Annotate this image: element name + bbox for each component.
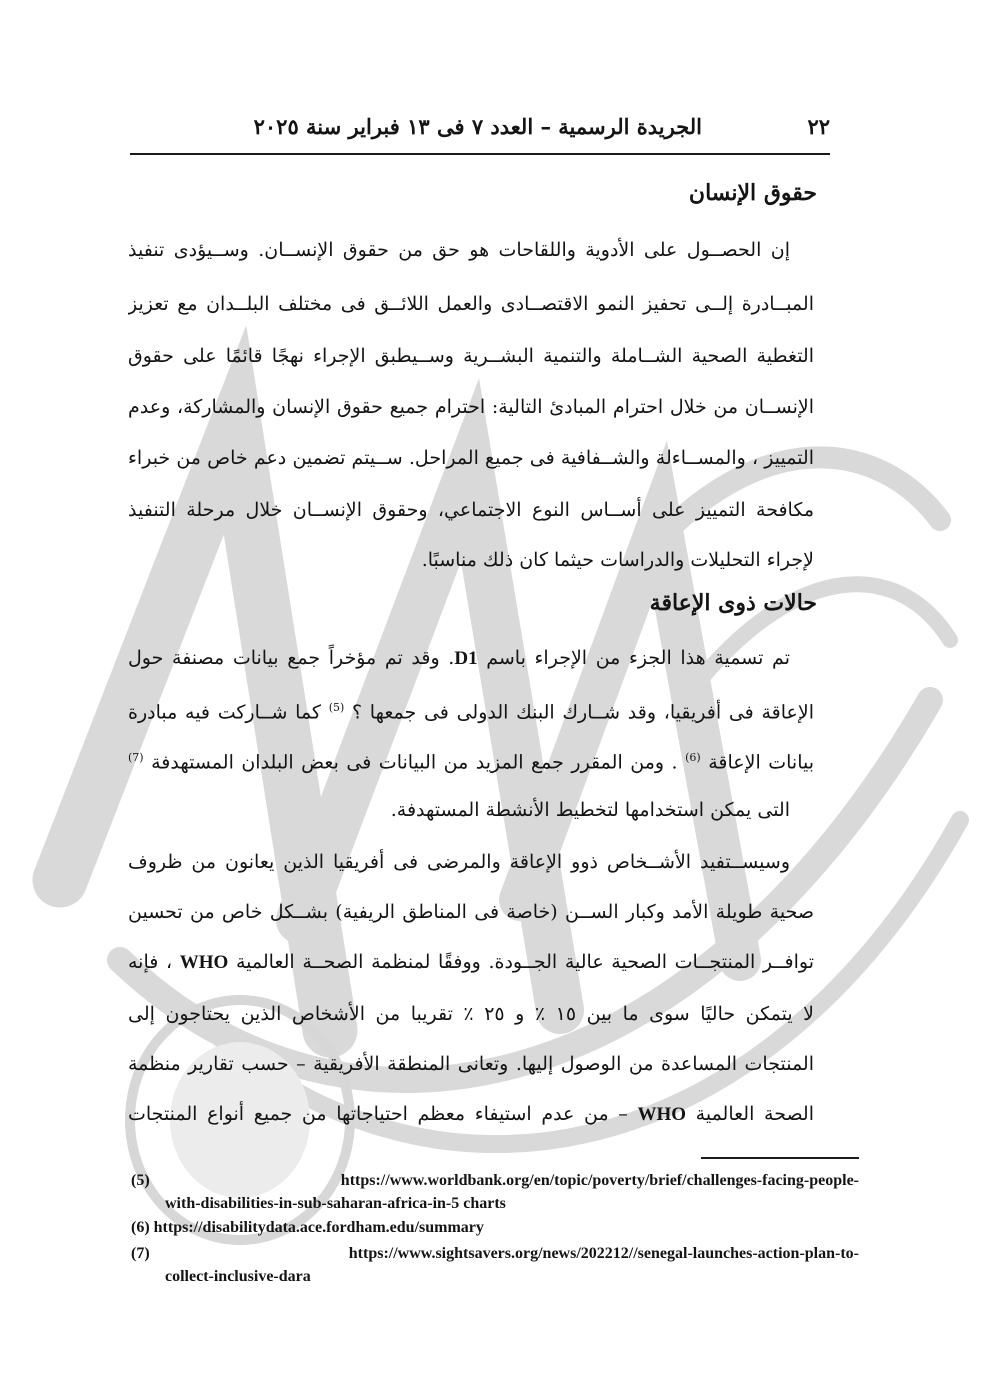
paragraph-line: التمييز ، والمســاءلة والشــفافية فى جميع المراحل. ســيتم تضمين دعم خاص من خبراء <box>128 447 814 469</box>
gazette-title: الجريدة الرسمية – العدد ٧ فى ١٣ فبراير سنة ٢٠٢٥ <box>253 114 702 139</box>
footnote-ref: (5) <box>328 701 345 714</box>
action-code: D1 <box>454 648 478 669</box>
org-code: WHO <box>179 952 229 973</box>
paragraph-line: بيانات الإعاقة $^{(6)}$ . ومن المقرر جمع المزيد من البيانات فى بعض البلدان المستهدفة $^{(7)}$ <box>128 751 814 774</box>
paragraph-line: المبــادرة إلــى تحفيز النمو الاقتصــادى والعمل اللائــق فى مختلف البلــدان مع تعزيز <box>128 293 814 315</box>
heading-human-rights: حقوق الإنسان <box>688 180 817 206</box>
paragraph-line: لإجراء التحليلات والدراسات حيثما كان ذلك مناسبًا. <box>421 549 814 571</box>
paragraph-line: تم تسمية هذا الجزء من الإجراء باسم D1. وقد تم مؤخراً جمع بيانات مصنفة حول <box>128 647 790 669</box>
footnote-link[interactable]: https://www.sightsavers.org/news/202212//senegal-launches-action-plan-to- <box>348 1245 859 1262</box>
paragraph-line: توافــر المنتجــات الصحية عالية الجــودة. ووفقًا لمنظمة الصحــة العالمية WHO ، فإنه <box>128 951 814 973</box>
paragraph-line: الصحة العالمية WHO – من عدم استيفاء معظم احتياجاتها من جميع أنواع المنتجات <box>128 1103 814 1125</box>
footnote-link[interactable]: https://www.worldbank.org/en/topic/poverty/brief/challenges-facing-people- <box>340 1172 859 1189</box>
footnote-7-cont[interactable]: collect-inclusive-dara <box>165 1268 311 1285</box>
footnote-ref: (7) <box>128 751 144 764</box>
footnote-rule <box>701 1157 859 1159</box>
paragraph-line: مكافحة التمييز على أســاس النوع الاجتماعي، وحقوق الإنســان خلال مرحلة التنفيذ <box>128 499 814 521</box>
footnote-6[interactable]: (6) https://disabilitydata.ace.fordham.edu/summary <box>131 1219 484 1236</box>
paragraph-line: صحية طويلة الأمد وكبار الســن (خاصة فى المناطق الريفية) بشــكل خاص من تحسين <box>128 901 814 923</box>
page-number: ٢٢ <box>807 114 830 139</box>
paragraph-line: إن الحصــول على الأدوية واللقاحات هو حق من حقوق الإنســان. وســيؤدى تنفيذ <box>128 239 790 261</box>
footnote-ref: (6) <box>685 751 701 764</box>
org-code: WHO <box>637 1104 687 1125</box>
footnote-5-cont[interactable]: with-disabilities-in-sub-saharan-africa-in-5 charts <box>165 1195 506 1212</box>
header-rule <box>130 153 830 155</box>
footnote-5: (5) https://www.worldbank.org/en/topic/poverty/brief/challenges-facing-people- <box>131 1172 859 1189</box>
paragraph-line: التغطية الصحية الشــاملة والتنمية البشــرية وســيطبق الإجراء نهجًا قائمًا على حقوق <box>128 345 814 367</box>
footnote-7: (7) https://www.sightsavers.org/news/202212//senegal-launches-action-plan-to- <box>131 1245 859 1262</box>
paragraph-line: التى يمكن استخدامها لتخطيط الأنشطة المستهدفة. <box>390 799 790 821</box>
paragraph-line: لا يتمكن حاليًا سوى ما بين ١٥ ٪ و ٢٥ ٪ تقريبا من الأشخاص الذين يحتاجون إلى <box>128 1003 814 1025</box>
paragraph-line: الإعاقة فى أفريقيا، وقد شــارك البنك الدولى فى جمعها ؟ $^{(5)}$ كما شــاركت فيه مبادرة <box>128 701 814 724</box>
heading-disabilities: حالات ذوى الإعاقة <box>649 590 817 616</box>
paragraph-line: وسيســتفيد الأشــخاص ذوو الإعاقة والمرضى فى أفريقيا الذين يعانون من ظروف <box>128 851 790 873</box>
paragraph-line: المنتجات المساعدة من الوصول إليها. وتعانى المنطقة الأفريقية – حسب تقارير منظمة <box>128 1053 814 1075</box>
page-header <box>130 112 830 146</box>
paragraph-line: الإنســان من خلال احترام المبادئ التالية: احترام جميع حقوق الإنسان والمشاركة، وعدم <box>128 396 814 418</box>
